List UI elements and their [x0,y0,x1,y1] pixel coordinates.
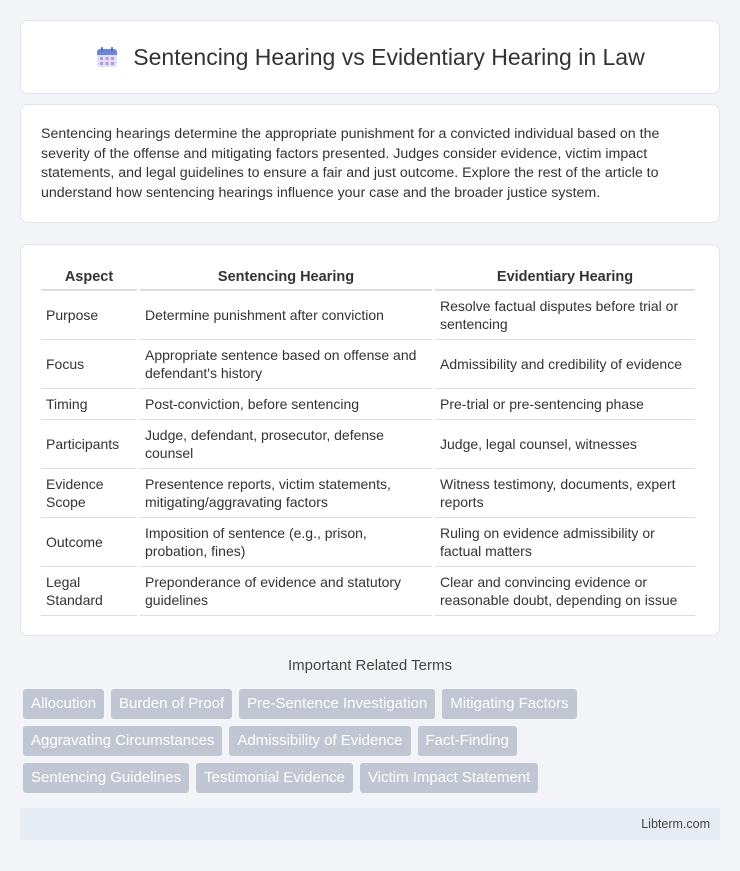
header-card [20,20,720,94]
tag-row [23,689,723,719]
tag-victim-impact-statement[interactable]: Victim Impact Statement [360,763,538,793]
comparison-table [38,265,698,616]
table-cell-evidentiary: Judge, legal counsel, witnesses [435,420,695,469]
table-cell-sentencing: Judge, defendant, prosecutor, defense counsel [140,420,432,469]
page-title: Sentencing Hearing vs Evidentiary Hearing in Law [133,43,645,70]
tag-admissibility-of-evidence[interactable]: Admissibility of Evidence [229,726,410,756]
table-cell-evidentiary: Pre-trial or pre-sentencing phase [435,389,695,420]
table-cell-evidentiary: Ruling on evidence admissibility or factual matters [435,518,695,567]
tag-pre-sentence-investigation[interactable]: Pre-Sentence Investigation [239,689,435,719]
table-cell-aspect: Evidence Scope [41,469,137,518]
tag-mitigating-factors[interactable]: Mitigating Factors [442,689,576,719]
table-row [41,340,695,389]
table-row [41,518,695,567]
tag-burden-of-proof[interactable]: Burden of Proof [111,689,232,719]
table-row [41,469,695,518]
tag-sentencing-guidelines[interactable]: Sentencing Guidelines [23,763,189,793]
table-cell-aspect: Timing [41,389,137,420]
table-cell-aspect: Purpose [41,291,137,340]
table-cell-aspect: Legal Standard [41,567,137,616]
footer-site-link[interactable]: Libterm.com [641,817,710,831]
footer [20,808,720,840]
comparison-card [20,244,720,636]
table-cell-aspect: Focus [41,340,137,389]
table-row [41,420,695,469]
column-header-sentencing: Sentencing Hearing [140,265,432,291]
table-header-row [41,265,695,291]
table-cell-aspect: Participants [41,420,137,469]
table-cell-sentencing: Determine punishment after conviction [140,291,432,340]
related-terms [23,689,723,800]
table-cell-aspect: Outcome [41,518,137,567]
table-cell-evidentiary: Witness testimony, documents, expert reports [435,469,695,518]
table-cell-sentencing: Preponderance of evidence and statutory guidelines [140,567,432,616]
calendar-icon [95,45,119,69]
table-cell-evidentiary: Resolve factual disputes before trial or sentencing [435,291,695,340]
intro-text: Sentencing hearings determine the appropriate punishment for a convicted individual based on the severity of the offense and mitigating factors presented. Judges consider evidence, victim impact statements, and legal guidelines to ensure a fair and just outcome. Explore the rest of the article to understand how sentencing hearings influence your case and the broader justice system. [41,126,660,201]
table-row [41,291,695,340]
table-cell-sentencing: Presentence reports, victim statements, mitigating/aggravating factors [140,469,432,518]
table-row [41,567,695,616]
table-row [41,389,695,420]
tag-allocution[interactable]: Allocution [23,689,104,719]
table-cell-evidentiary: Clear and convincing evidence or reasonable doubt, depending on issue [435,567,695,616]
tag-testimonial-evidence[interactable]: Testimonial Evidence [196,763,353,793]
related-terms-title: Important Related Terms [288,657,452,674]
table-cell-evidentiary: Admissibility and credibility of evidence [435,340,695,389]
table-cell-sentencing: Appropriate sentence based on offense and defendant's history [140,340,432,389]
table-cell-sentencing: Imposition of sentence (e.g., prison, probation, fines) [140,518,432,567]
column-header-aspect: Aspect [41,265,137,291]
tag-row [23,726,723,756]
tag-aggravating-circumstances[interactable]: Aggravating Circumstances [23,726,222,756]
intro-card [20,104,720,223]
tag-fact-finding[interactable]: Fact-Finding [418,726,517,756]
column-header-evidentiary: Evidentiary Hearing [435,265,695,291]
tag-row [23,763,723,793]
table-cell-sentencing: Post-conviction, before sentencing [140,389,432,420]
